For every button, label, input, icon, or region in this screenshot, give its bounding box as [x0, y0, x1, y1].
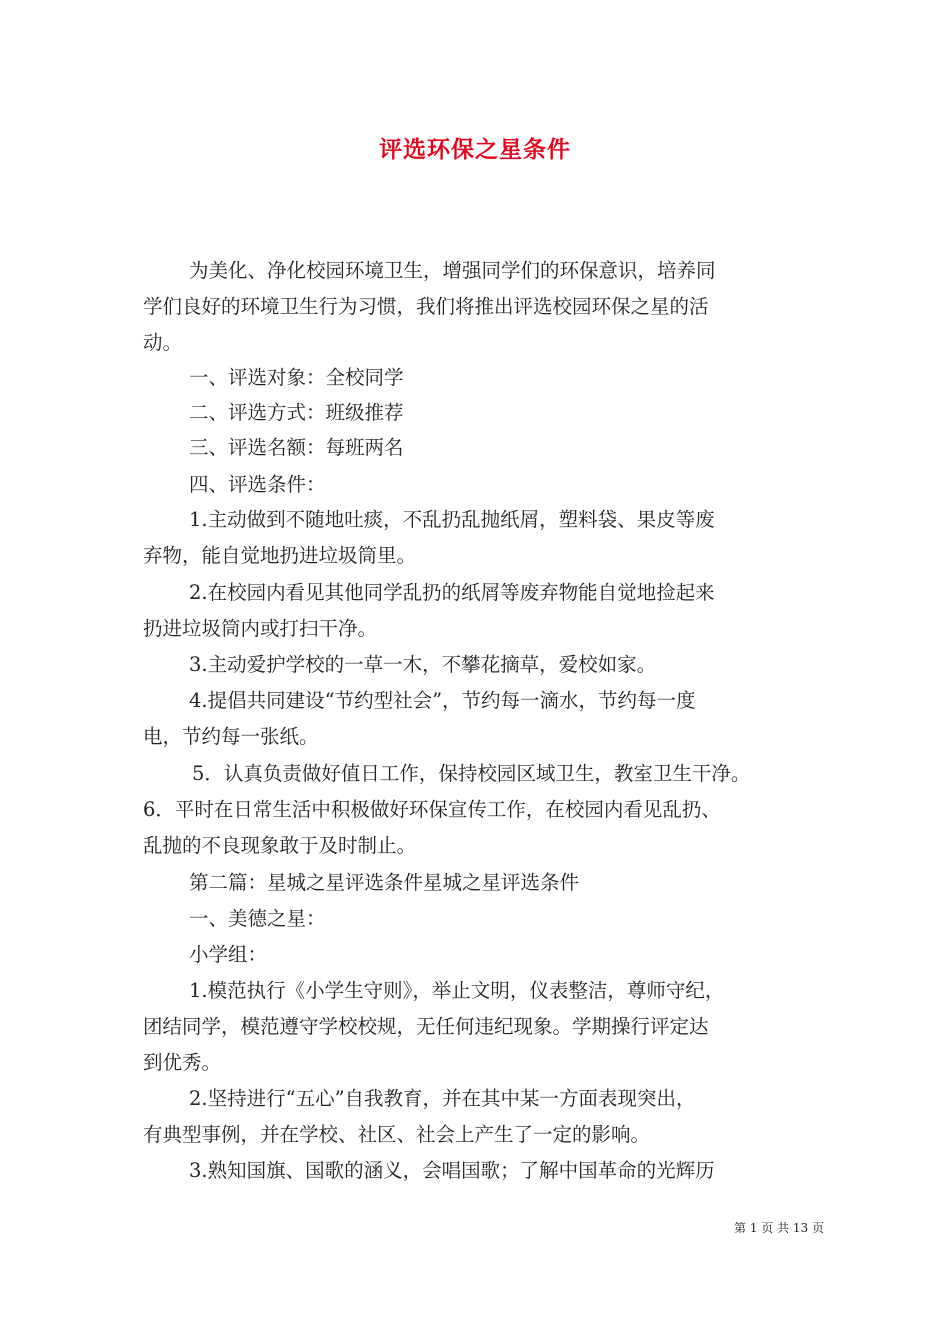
- page-number-footer: 第 1 页 共 13 页: [734, 1221, 824, 1235]
- text-line: 乱抛的不良现象敢于及时制止。: [143, 834, 417, 857]
- text-line: 第二篇：星城之星评选条件星城之星评选条件: [189, 871, 580, 894]
- text-line: 团结同学，模范遵守学校校规，无任何违纪现象。学期操行评定达: [143, 1015, 709, 1038]
- text-line: 一、评选对象：全校同学: [189, 366, 404, 389]
- text-line: 3.熟知国旗、国歌的涵义，会唱国歌；了解中国革命的光辉历: [189, 1159, 715, 1182]
- text-line: 小学组：: [189, 943, 268, 966]
- text-line: 1.主动做到不随地吐痰，不乱扔乱抛纸屑，塑料袋、果皮等废: [189, 508, 715, 531]
- text-line: 3.主动爱护学校的一草一木，不攀花摘草，爱校如家。: [189, 653, 657, 676]
- text-line: 5．认真负责做好值日工作，保持校园区域卫生，教室卫生干净。: [192, 762, 751, 785]
- text-line: 二、评选方式：班级推荐: [189, 401, 404, 424]
- text-line: 4.提倡共同建设“节约型社会”，节约每一滴水，节约每一度: [189, 689, 696, 712]
- text-line: 扔进垃圾筒内或打扫干净。: [143, 617, 378, 640]
- text-line: 到优秀。: [143, 1051, 222, 1074]
- text-line: 三、评选名额：每班两名: [189, 436, 404, 459]
- text-line: 一、美德之星：: [189, 907, 326, 930]
- text-line: 2.在校园内看见其他同学乱扔的纸屑等废弃物能自觉地捡起来: [189, 581, 715, 604]
- document-title: 评选环保之星条件: [379, 136, 571, 163]
- text-line: 有典型事例，并在学校、社区、社会上产生了一定的影响。: [143, 1123, 651, 1146]
- text-line: 动。: [143, 331, 183, 354]
- text-line: 四、评选条件：: [189, 473, 326, 496]
- text-line: 弃物，能自觉地扔进垃圾筒里。: [143, 544, 417, 567]
- text-line: 学们良好的环境卫生行为习惯，我们将推出评选校园环保之星的活: [143, 295, 709, 318]
- text-line: 2.坚持进行“五心”自我教育，并在其中某一方面表现突出，: [189, 1087, 696, 1110]
- text-line: 6．平时在日常生活中积极做好环保宣传工作，在校园内看见乱扔、: [143, 798, 721, 821]
- text-line: 电，节约每一张纸。: [143, 725, 319, 748]
- text-line: 为美化、净化校园环境卫生，增强同学们的环保意识，培养同: [189, 259, 716, 282]
- text-line: 1.模范执行《小学生守则》，举止文明，仪表整洁，尊师守纪，: [189, 979, 725, 1002]
